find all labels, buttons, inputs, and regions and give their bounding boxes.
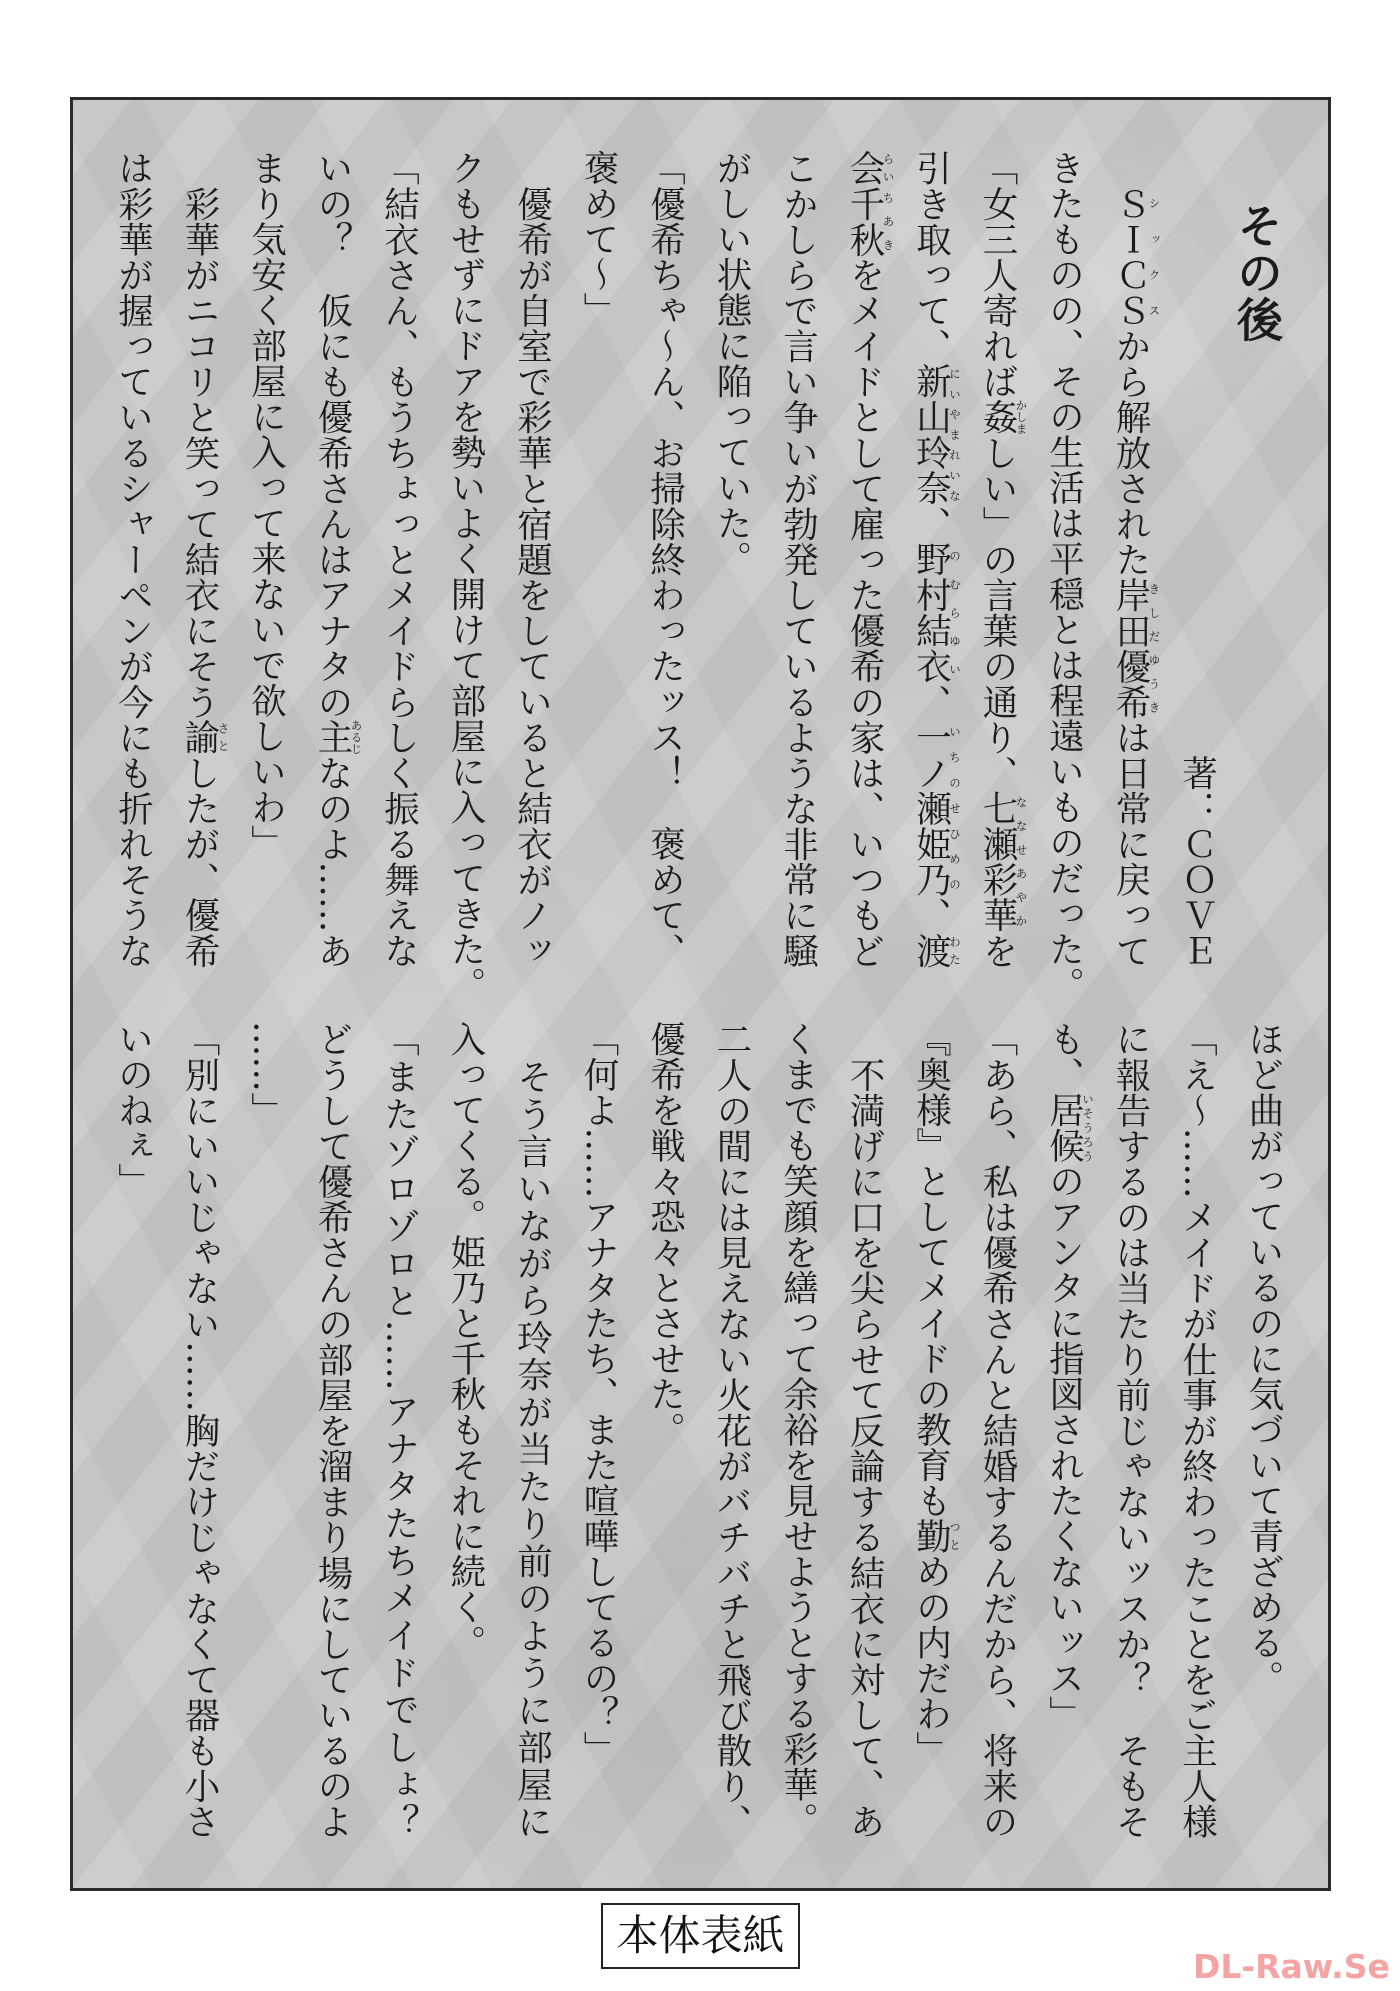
ruby-word: 渡わた	[910, 932, 962, 969]
text-column: は彩華が握っているシャーペンが今にも折れそうな	[112, 150, 154, 968]
furigana: ちあき	[881, 185, 896, 257]
text-column: 『奥様』としてメイドの教育も勤つとめの内だわ」	[910, 1021, 962, 1767]
furigana: あるじ	[349, 719, 364, 755]
ruby-word: 居候いそうろう	[1043, 1092, 1095, 1163]
text-column: いのねぇ」	[112, 1021, 154, 1199]
watermark: DL-Raw.Se	[1193, 1947, 1390, 1986]
text-column: そう言いながら玲奈が当たり前のように部屋に	[511, 1021, 553, 1839]
text-column: 「え〜……メイドが仕事が終わったことをご主人様	[1176, 1021, 1218, 1839]
text-column: 彩華がニコリと笑って結衣にそう諭さとしたが、優希	[179, 150, 231, 969]
text-column: こかしらで言い争いが勃発しているような非常に騒	[777, 150, 819, 968]
text-column: ＳＩＣＳシックスから解放された岸田優希きしだゆうきは日常に戻って	[1110, 185, 1162, 969]
text-column: 優希が自室で彩華と宿題をしていると結衣がノッ	[511, 150, 553, 968]
text-column: 二人の間には見えない火花がバチバチと飛び散り、	[711, 1021, 752, 1839]
text-column: 優希を戦々恐々とさせた。	[644, 1021, 686, 1447]
furigana: らい	[881, 150, 896, 186]
ruby-word: 新山玲奈にいやまれいな	[910, 363, 962, 506]
furigana: かしま	[1014, 398, 1029, 435]
furigana: わた	[948, 932, 962, 969]
ruby-word: 岸田優希きしだゆうき	[1110, 576, 1162, 720]
text-column: がしい状態に陥っていた。	[711, 150, 752, 576]
lower-text-block	[99, 1021, 1296, 1839]
ruby-word: 一ノ瀬姫乃いちのせひめの	[910, 719, 962, 897]
text-column: まり気安く部屋に入って来ないで欲しいわ」	[245, 150, 287, 860]
furigana: シックス	[1147, 185, 1162, 328]
author-credit: 著：ＣＯＶＥ	[1176, 755, 1218, 968]
text-column: 「優希ちゃ〜ん、お掃除終わったッス！ 褒めて、	[644, 150, 686, 968]
ruby-word: 姦かしま	[977, 398, 1029, 435]
ruby-word: 主あるじ	[312, 719, 364, 755]
ruby-word: 千秋ちあき	[844, 185, 896, 257]
text-column: 「別にいいじゃない……胸だけじゃなくて器も小さ	[179, 1021, 220, 1839]
text-column: に報告するのは当たり前じゃないッスか？ そもそ	[1110, 1021, 1151, 1839]
ruby-word: 野村結衣のむらゆい	[910, 541, 962, 684]
text-column: も、居候いそうろうのアンタに指図されたくないッス」	[1043, 1021, 1095, 1731]
ruby-word: ＳＩＣＳシックス	[1110, 185, 1162, 328]
text-column: 褒めて〜」	[578, 150, 619, 328]
text-column: どうして優希さんの部屋を溜まり場にしているのよ	[312, 1021, 353, 1839]
upper-text-block	[99, 150, 1296, 1002]
text-column: きたものの、その生活は平穏とは程遠いものだった。	[1043, 150, 1085, 1002]
ruby-word: 諭さと	[179, 719, 231, 755]
furigana: きしだゆうき	[1147, 576, 1162, 720]
text-column: 「結衣さん、もうちょっとメイドらしく振る舞えな	[378, 150, 420, 968]
text-column: 不満げに口を尖らせて反論する結衣に対して、あ	[844, 1021, 885, 1839]
text-column: 入ってくる。姫乃と千秋もそれに続く。	[445, 1021, 486, 1660]
text-column: 引き取って、新山玲奈にいやまれいな、野村結衣のむらゆい、一ノ瀬姫乃いちのせひめの、渡わた	[910, 150, 962, 969]
furigana: いそうろう	[1081, 1092, 1095, 1163]
text-column: 会らい千秋ちあきをメイドとして雇った優希の家は、いつもど	[844, 150, 896, 969]
text-column: クもせずにドアを勢いよく開けて部屋に入ってきた。	[445, 150, 486, 1002]
text-column: くまでも笑顔を繕って余裕を見せようとする彩華。	[777, 1021, 819, 1838]
text-column: 「あら、私は優希さんと結婚するんだから、将来の	[977, 1021, 1018, 1839]
furigana: さと	[216, 719, 231, 755]
furigana: つと	[948, 1518, 962, 1554]
cover-label-box	[601, 1903, 800, 1969]
ruby-word: 勤つと	[910, 1518, 962, 1554]
text-column: ほど曲がっているのに気づいて青ざめる。	[1243, 1021, 1284, 1696]
text-column: ……」	[245, 1021, 287, 1128]
furigana: のむらゆい	[948, 541, 962, 684]
text-column: 「またゾロゾロと……アナタたちメイドでしょ？	[378, 1021, 420, 1839]
ruby-word: 七瀬彩華ななせあやか	[977, 790, 1029, 933]
ruby-word: 会らい	[844, 150, 896, 186]
furigana: ななせあやか	[1014, 790, 1029, 933]
text-column: 「女三人寄れば姦かしましい」の言葉の通り、七瀬彩華ななせあやかを	[977, 150, 1029, 969]
cover-label: 本体表紙	[616, 1911, 785, 1960]
text-column: いの？ 仮にも優希さんはアナタの主あるじなのよ……あ	[312, 150, 364, 969]
text-column: 「何よ……アナタたち、また喧嘩してるの？」	[578, 1021, 619, 1767]
furigana: にいやまれいな	[948, 363, 962, 506]
story-title: その後	[1230, 202, 1284, 343]
furigana: いちのせひめの	[948, 719, 962, 897]
